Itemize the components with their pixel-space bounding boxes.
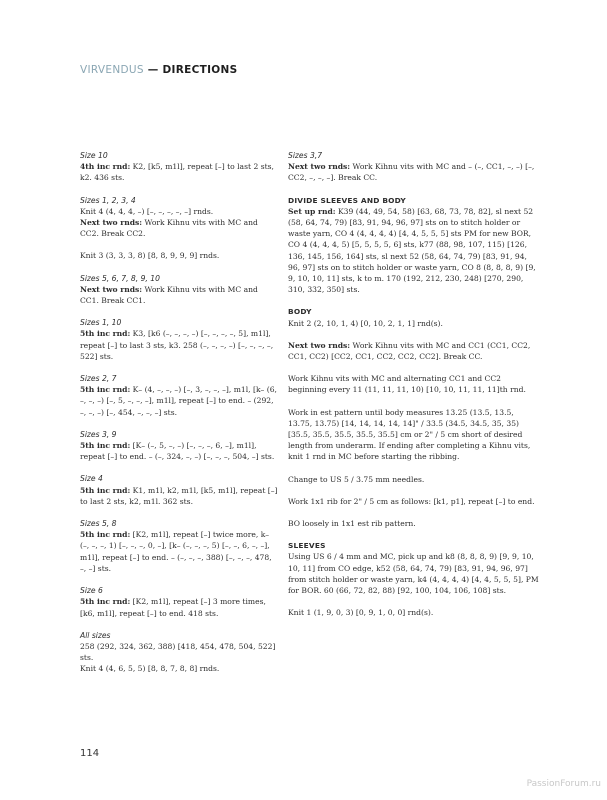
size-heading: Sizes 5, 8 xyxy=(80,519,117,529)
paragraph-gap xyxy=(288,485,540,496)
instruction-block xyxy=(288,195,540,296)
instruction-text: Work Kihnu vits with MC and – (–, CC1, –, –) [–, CC2, –, –, –]. Break CC. xyxy=(288,162,535,183)
instruction-line xyxy=(288,161,540,183)
instruction-block xyxy=(288,306,540,529)
instruction-block xyxy=(80,195,278,262)
instruction-line xyxy=(288,607,540,618)
paragraph-gap xyxy=(288,329,540,340)
size-heading: Sizes 5, 6, 7, 8, 9, 10 xyxy=(80,273,160,283)
paragraph-gap xyxy=(80,239,278,250)
round-label: 4th inc rnd: xyxy=(80,162,131,172)
size-heading: Sizes 1, 10 xyxy=(80,318,122,328)
right-column xyxy=(288,150,540,630)
instruction-line xyxy=(80,440,278,462)
instruction-line xyxy=(80,641,278,663)
instruction-line xyxy=(80,250,278,261)
instruction-line xyxy=(288,407,540,463)
instruction-text: 258 (292, 324, 362, 388) [418, 454, 478, 504, 522] sts. xyxy=(80,641,276,663)
instruction-text: Change to US 5 / 3.75 mm needles. xyxy=(288,474,425,484)
round-label: 5th inc rnd: xyxy=(80,385,131,395)
paragraph-gap xyxy=(288,507,540,518)
instruction-line xyxy=(80,485,278,507)
header-separator: — xyxy=(143,64,163,76)
instruction-line xyxy=(288,373,540,395)
instruction-text: [K2, m1l], repeat [–] 3 more times, [k6, m1l], repeat [–] to end. 418 sts. xyxy=(80,597,266,618)
instruction-text: Work 1x1 rib for 2" / 5 cm as follows: [k1, p1], repeat [–] to end. xyxy=(288,496,535,506)
instruction-line xyxy=(288,551,540,596)
watermark: PassionForum.ru xyxy=(526,779,601,789)
page-header xyxy=(80,64,237,76)
instruction-text: Work Kihnu vits with MC and CC1. Break CC1. xyxy=(80,284,258,306)
instruction-line xyxy=(288,340,540,362)
instruction-line xyxy=(80,161,278,183)
left-column xyxy=(80,150,278,686)
round-label: Next two rnds: xyxy=(288,162,351,172)
instruction-text: Knit 4 (4, 4, 4, –) [–, –, –, –, –] rnds. xyxy=(80,206,214,216)
instruction-text: Work Kihnu vits with MC and CC2. Break CC2. xyxy=(80,218,258,239)
instruction-text: K1, m1l, k2, m1l, [k5, m1l], repeat [–] to last 2 sts, k2, m1l. 362 sts. xyxy=(80,485,278,506)
instruction-block xyxy=(80,273,278,307)
instruction-line xyxy=(288,318,540,329)
size-heading: Size 10 xyxy=(80,151,108,160)
round-label: Set up rnd: xyxy=(288,206,336,216)
instruction-text: [K– (–, 5, –, –) [–, –, –, 6, –], m1l], repeat [–] to end. – (–, 324, –, –) [–, –, –, 504, –] sts. xyxy=(80,441,275,462)
size-heading: Sizes 2, 7 xyxy=(80,374,117,384)
instruction-block xyxy=(80,630,278,675)
instruction-text: K– (4, –, –, –) [–, 3, –, –, –], m1l, [k– (6, –, –, –) [–, 5, –, –, –], m1l], repeat [–] to end. – (292, –, –, –) [–, 454, –, –, –] sts. xyxy=(80,385,277,417)
page-number: 114 xyxy=(80,748,100,759)
instruction-line xyxy=(80,384,278,418)
pattern-name: VIRVENDUS xyxy=(80,64,144,76)
instruction-block xyxy=(80,429,278,463)
section-heading: DIVIDE SLEEVES AND BODY xyxy=(288,195,406,205)
round-label: 5th inc rnd: xyxy=(80,597,131,607)
section-heading: BODY xyxy=(288,307,312,317)
instruction-line xyxy=(80,596,278,618)
instruction-line xyxy=(80,217,278,239)
instruction-line xyxy=(288,206,540,296)
instruction-text: K2, [k5, m1l], repeat [–] to last 2 sts, k2. 436 sts. xyxy=(80,162,274,183)
instruction-block xyxy=(288,540,540,618)
round-label: 5th inc rnd: xyxy=(80,530,131,540)
instruction-text: [K2, m1l], repeat [–] twice more, k– (–, –, –, 1) [–, –, –, 0, –], [k– (–, –, –, 5) [–, –, 6, –, –], m1l], repeat [–] to end. – (–, –, –, 388) [–, –, –, 478, –, –] sts. xyxy=(80,530,272,573)
size-heading: Sizes 3,7 xyxy=(288,151,323,160)
paragraph-gap xyxy=(288,463,540,474)
size-heading: Size 6 xyxy=(80,586,103,596)
round-label: 5th inc rnd: xyxy=(80,485,131,495)
instruction-line xyxy=(288,496,540,507)
round-label: Next two rnds: xyxy=(288,340,351,350)
instruction-block xyxy=(80,473,278,507)
size-heading: Sizes 1, 2, 3, 4 xyxy=(80,195,136,205)
instruction-block xyxy=(80,373,278,418)
instruction-line xyxy=(80,529,278,574)
instruction-block xyxy=(80,585,278,619)
instruction-block xyxy=(80,150,278,184)
instruction-text: Work Kihnu vits with MC and CC1 (CC1, CC2, CC1, CC2) [CC2, CC1, CC2, CC2, CC2]. Break CC. xyxy=(288,340,531,362)
size-heading: Sizes 3, 9 xyxy=(80,429,117,439)
size-heading: Size 4 xyxy=(80,474,103,484)
round-label: Next two rnds: xyxy=(80,284,143,294)
instruction-text: Using US 6 / 4 mm and MC, pick up and k8 (8, 8, 8, 9) [9, 9, 10, 10, 11] from CO edge, k52 (58, 64, 74, 79) [83, 91, 94, 96, 97] from stitch holder or waste yarn, k4 (4, 4, 4, 4) [4, 4, 5, 5, 5], PM for BOR. 60 (66, 72, 82, 88) [92, 100, 104, 106, 108] sts. xyxy=(288,552,539,596)
instruction-text: Work in est pattern until body measures 13.25 (13.5, 13.5, 13.75, 13.75) [14, 14, 14, 14, 14]" / 33.5 (34.5, 34.5, 35, 35) [35.5, 35.5, 35.5, 35.5, 35.5] cm or 2" / 5 cm short of desired length from underarm. If ending after completing a Kihnu vits, knit 1 rnd in MC before starting the ribbing. xyxy=(288,407,531,462)
instruction-line xyxy=(80,206,278,217)
instruction-line xyxy=(80,284,278,306)
instruction-line xyxy=(288,518,540,529)
instruction-line xyxy=(80,663,278,674)
instruction-line xyxy=(80,328,278,362)
instruction-text: Knit 2 (2, 10, 1, 4) [0, 10, 2, 1, 1] rnd(s). xyxy=(288,318,443,328)
section-heading: SLEEVES xyxy=(288,541,326,551)
round-label: 5th inc rnd: xyxy=(80,441,131,451)
paragraph-gap xyxy=(288,362,540,373)
instruction-block xyxy=(80,317,278,362)
section-name: DIRECTIONS xyxy=(162,64,238,76)
instruction-block xyxy=(288,150,540,184)
instruction-line xyxy=(288,474,540,485)
instruction-text: Knit 1 (1, 9, 0, 3) [0, 9, 1, 0, 0] rnd(s). xyxy=(288,608,434,618)
instruction-text: Knit 3 (3, 3, 3, 8) [8, 8, 9, 9, 9] rnds. xyxy=(80,251,220,261)
instruction-text: Knit 4 (4, 6, 5, 5) [8, 8, 7, 8, 8] rnds. xyxy=(80,664,220,674)
instruction-text: K3, [k6 (–, –, –, –) [–, –, –, –, 5], m1l], repeat [–] to last 3 sts, k3. 258 (–, –, –, –) [–, –, –, –, 522] sts. xyxy=(80,329,274,361)
paragraph-gap xyxy=(288,596,540,607)
instruction-text: Work Kihnu vits with MC and alternating CC1 and CC2 beginning every 11 (11, 11, 11, 10) [10, 10, 11, 11, 11]th rnd. xyxy=(288,374,526,395)
size-heading: All sizes xyxy=(80,630,111,640)
instruction-block xyxy=(80,518,278,574)
instruction-text: K39 (44, 49, 54, 58) [63, 68, 73, 78, 82], sl next 52 (58, 64, 74, 79) [83, 91, 94, 96, 97] sts on to stitch holder or waste yarn, CO 4 (4, 4, 4, 4) [4, 4, 5, 5, 5] sts PM for new BOR, CO 4 (4, 4, 4, 5) [5, 5, 5, 5, 6] sts, k77 (88, 98, 107, 115) [126, 136, 145, 156, 164] sts, sl next 52 (58, 64, 74, 79) [83, 91, 94, 96, 97] sts on to stitch holder or waste yarn, CO 8 (8, 8, 8, 9) [9, 9, 10, 10, 11] sts, k to m. 170 (192, 212, 230, 248) [270, 290, 310, 332, 350] sts. xyxy=(288,206,536,295)
round-label: 5th inc rnd: xyxy=(80,329,131,339)
paragraph-gap xyxy=(288,396,540,407)
instruction-text: BO loosely in 1x1 est rib pattern. xyxy=(288,519,416,529)
round-label: Next two rnds: xyxy=(80,218,143,228)
